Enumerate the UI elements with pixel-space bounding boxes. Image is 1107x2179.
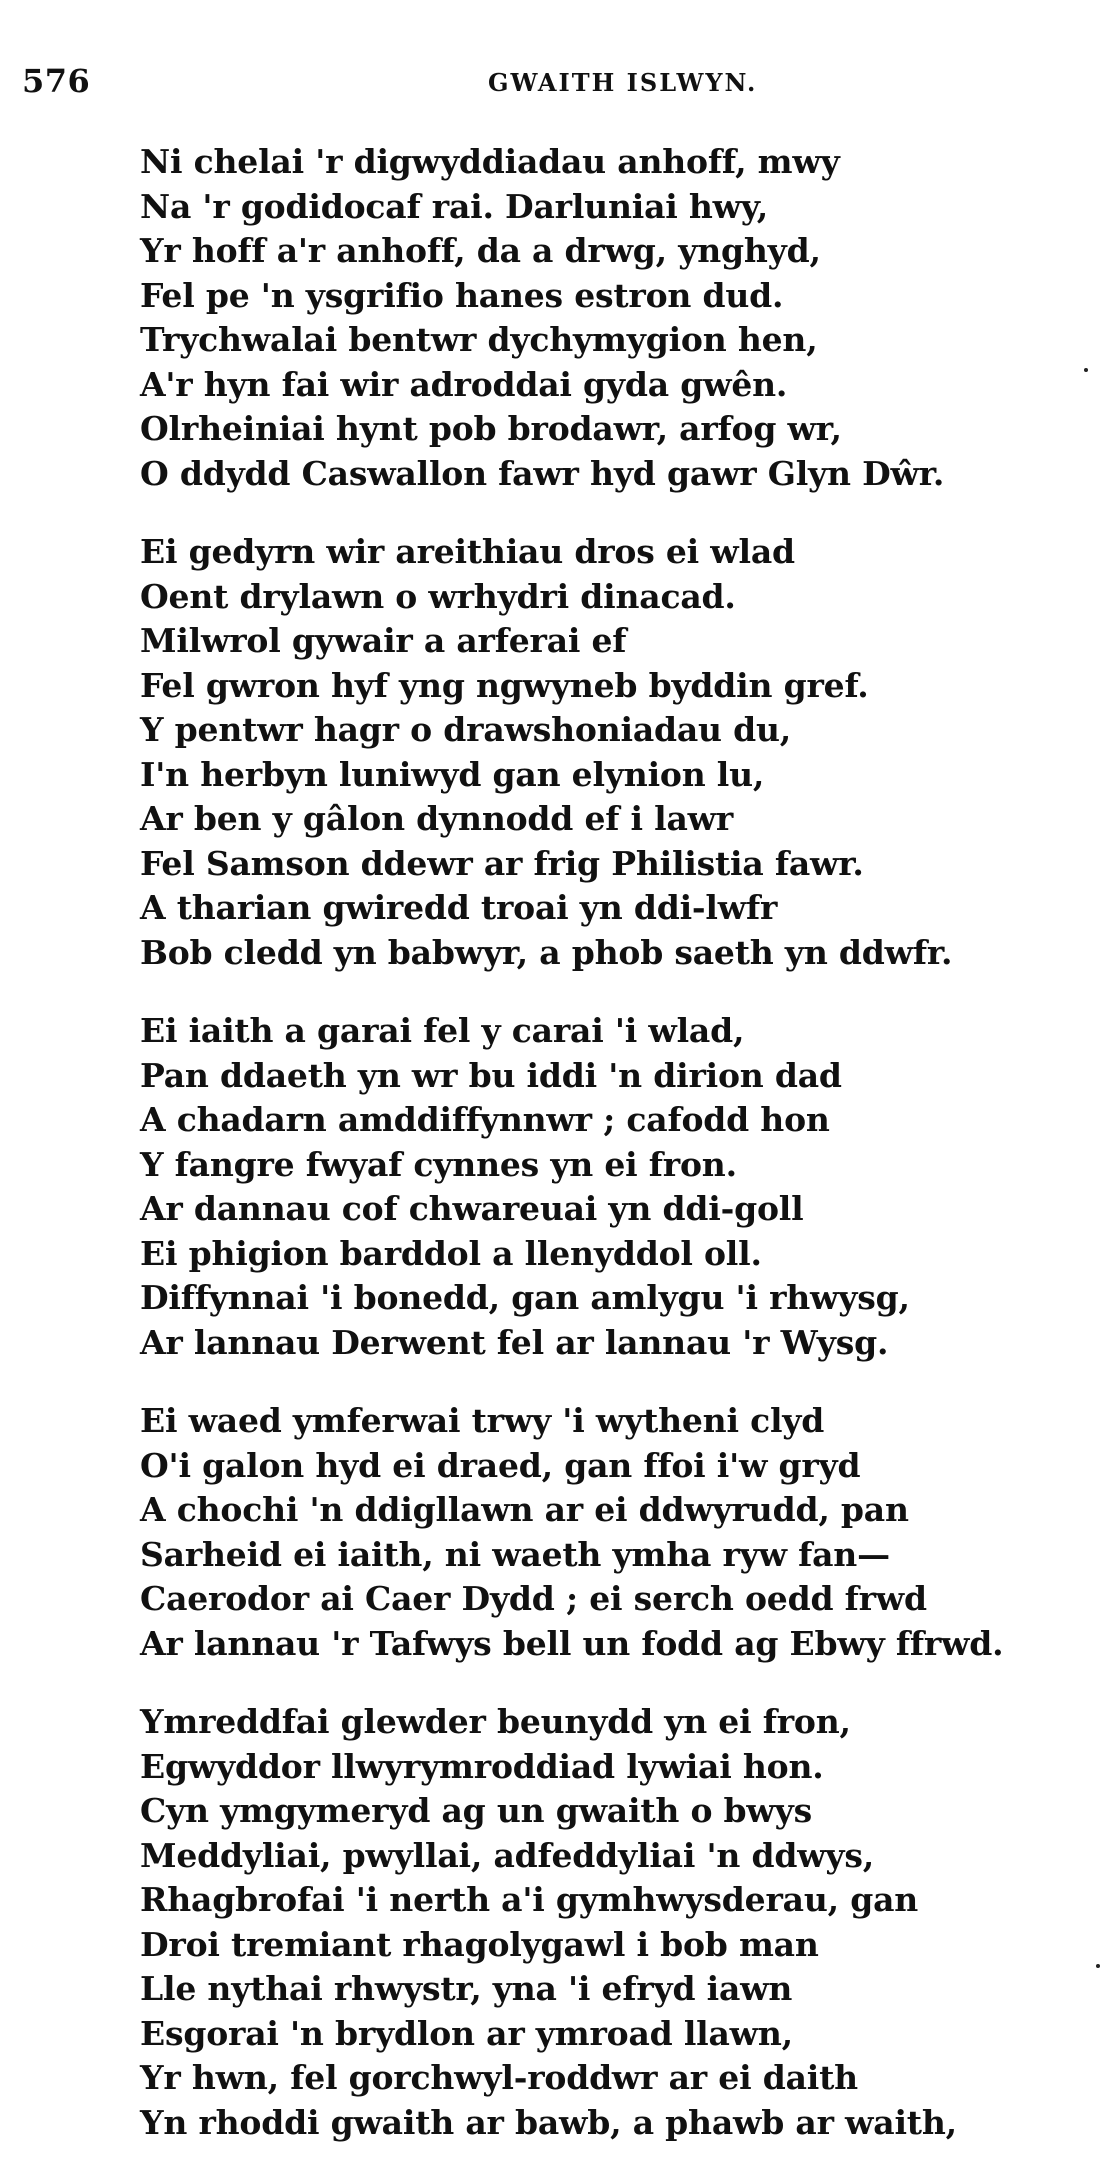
poem-line: Diffynnai 'i bonedd, gan amlygu 'i rhwysg, — [140, 1278, 910, 1317]
poem-line: Yr hoff a'r anhoff, da a drwg, ynghyd, — [140, 231, 821, 270]
poem-line: A chochi 'n ddigllawn ar ei ddwyrudd, pan — [140, 1490, 909, 1529]
print-speck — [1096, 1964, 1100, 1968]
stanza-1 — [140, 140, 1090, 496]
poem-line: Cyn ymgymeryd ag un gwaith o bwys — [140, 1791, 812, 1830]
poem-line: Rhagbrofai 'i nerth a'i gymhwysderau, gan — [140, 1880, 919, 1919]
poem-line: Ymreddfai glewder beunydd yn ei fron, — [140, 1702, 851, 1741]
stanza-2 — [140, 530, 1090, 975]
stanza-4 — [140, 1399, 1090, 1666]
poem-line: Sarheid ei iaith, ni waeth ymha ryw fan— — [140, 1534, 890, 1574]
stanza-5 — [140, 1700, 1090, 2145]
poem-line: O ddydd Caswallon fawr hyd gawr Glyn Dŵr. — [140, 453, 945, 493]
poem-line: Y pentwr hagr o drawshoniadau du, — [140, 710, 792, 749]
poem-line: Ar lannau Derwent fel ar lannau 'r Wysg. — [140, 1322, 889, 1362]
poem-line: Ei waed ymferwai trwy 'i wytheni clyd — [140, 1401, 825, 1440]
print-speck — [1084, 368, 1088, 372]
poem-line: Fel Samson ddewr ar frig Philistia fawr. — [140, 843, 864, 883]
running-head: GWAITH ISLWYN. — [488, 68, 758, 97]
poem-body — [140, 140, 1090, 2179]
page-header — [0, 62, 1107, 102]
poem-line: A chadarn amddiffynnwr ; cafodd hon — [140, 1100, 830, 1139]
page-number: 576 — [22, 62, 91, 100]
poem-line: Milwrol gywair a arferai ef — [140, 621, 627, 660]
poem-line: Ei phigion barddol a llenyddol oll. — [140, 1233, 762, 1273]
poem-line: Meddyliai, pwyllai, adfeddyliai 'n ddwys, — [140, 1835, 875, 1875]
poem-line: Ni chelai 'r digwyddiadau anhoff, mwy — [140, 142, 840, 181]
poem-line: Ei iaith a garai fel y carai 'i wlad, — [140, 1011, 745, 1050]
poem-line: Ei gedyrn wir areithiau dros ei wlad — [140, 532, 795, 571]
poem-line: Ar ben y gâlon dynnodd ef i lawr — [140, 799, 734, 838]
poem-line: Oent drylawn o wrhydri dinacad. — [140, 576, 736, 616]
poem-line: O'i galon hyd ei draed, gan ffoi i'w gryd — [140, 1445, 861, 1485]
poem-line: Yn rhoddi gwaith ar bawb, a phawb ar waith, — [140, 2102, 957, 2142]
poem-line: Na 'r godidocaf rai. Darluniai hwy, — [140, 186, 768, 226]
poem-line: Bob cledd yn babwyr, a phob saeth yn ddwfr. — [140, 932, 953, 972]
poem-line: Y fangre fwyaf cynnes yn ei fron. — [140, 1144, 737, 1184]
poem-line: Droi tremiant rhagolygawl i bob man — [140, 1924, 819, 1964]
poem-line: Ar lannau 'r Tafwys bell un fodd ag Ebwy ffrwd. — [140, 1623, 1004, 1663]
poem-line: A'r hyn fai wir adroddai gyda gwên. — [140, 364, 788, 404]
poem-line: Yr hwn, fel gorchwyl-roddwr ar ei daith — [140, 2058, 858, 2097]
poem-line: Pan ddaeth yn wr bu iddi 'n dirion dad — [140, 1055, 842, 1095]
poem-line: Ar dannau cof chwareuai yn ddi-goll — [140, 1189, 804, 1228]
stanza-3 — [140, 1009, 1090, 1365]
poem-line: Olrheiniai hynt pob brodawr, arfog wr, — [140, 409, 842, 448]
poem-line: A tharian gwiredd troai yn ddi-lwfr — [140, 888, 778, 927]
poem-line: Caerodor ai Caer Dydd ; ei serch oedd frwd — [140, 1579, 927, 1618]
poem-line: I'n herbyn luniwyd gan elynion lu, — [140, 754, 765, 794]
poem-line: Esgorai 'n brydlon ar ymroad llawn, — [140, 2013, 793, 2053]
poem-line: Lle nythai rhwystr, yna 'i efryd iawn — [140, 1969, 793, 2008]
poem-line: Trychwalai bentwr dychymygion hen, — [140, 320, 818, 359]
poem-line: Fel gwron hyf yng ngwyneb byddin gref. — [140, 665, 869, 705]
poem-line: Fel pe 'n ysgrifio hanes estron dud. — [140, 275, 784, 315]
poem-line: Egwyddor llwyrymroddiad lywiai hon. — [140, 1746, 824, 1786]
